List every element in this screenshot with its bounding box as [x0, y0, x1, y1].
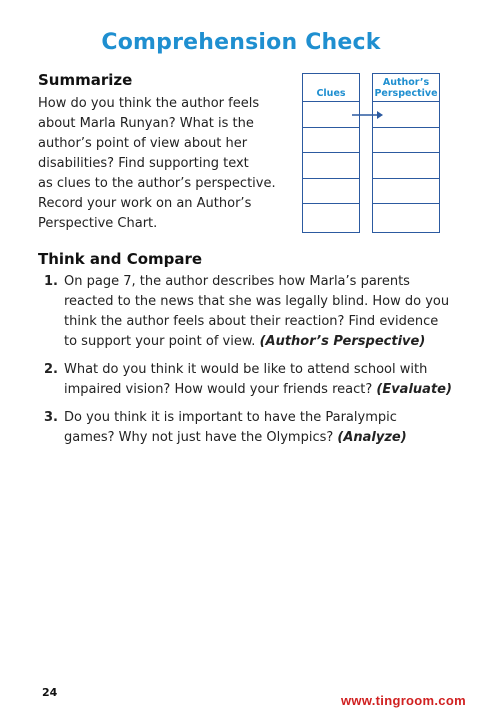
question-line-last [64, 380, 452, 400]
question-item [44, 360, 452, 400]
clues-cell [303, 153, 359, 179]
clues-header: Clues [303, 74, 359, 102]
summarize-line: about Marla Runyan? What is the [38, 116, 254, 131]
clues-column [302, 73, 360, 233]
summarize-heading: Summarize [38, 71, 133, 89]
question-line: reacted to the news that she was legally blind. How do you [64, 294, 450, 309]
question-line: think the author feels about their reaction? Find evidence [64, 314, 439, 329]
page-number: 24 [42, 686, 58, 699]
arrow-right-icon [350, 109, 384, 121]
question-list [44, 272, 452, 456]
summarize-line: How do you think the author feels [38, 96, 260, 111]
question-skill-tag: (Author’s Perspective) [259, 334, 426, 349]
page-title: Comprehension Check [101, 30, 381, 55]
question-text: games? Why not just have the Olympics? [64, 430, 334, 445]
question-item [44, 272, 450, 352]
summarize-line: author’s point of view about her [38, 136, 248, 151]
clues-cell [303, 128, 359, 154]
perspective-cell [373, 179, 439, 205]
perspective-cell [373, 204, 439, 230]
summarize-text [38, 94, 288, 234]
summarize-line: disabilities? Find supporting text [38, 156, 249, 171]
question-number: 1. [44, 274, 58, 289]
authors-perspective-chart [302, 73, 442, 235]
question-number: 3. [44, 410, 58, 425]
question-line-last [64, 428, 444, 448]
question-skill-tag: (Evaluate) [376, 382, 452, 397]
question-skill-tag: (Analyze) [337, 430, 407, 445]
clues-cell [303, 179, 359, 205]
perspective-header-line: Perspective [374, 88, 438, 99]
perspective-column [372, 73, 440, 233]
question-text: impaired vision? How would your friends react? [64, 382, 373, 397]
perspective-header [373, 74, 439, 102]
summarize-line: as clues to the author’s perspective. [38, 176, 276, 191]
perspective-cell [373, 153, 439, 179]
question-item [44, 408, 444, 448]
question-line-last [64, 332, 444, 352]
question-line: What do you think it would be like to attend school with [64, 362, 428, 377]
perspective-header-line: Author’s [382, 77, 430, 88]
perspective-cell [373, 128, 439, 154]
summarize-line: Record your work on an Author’s [38, 196, 252, 211]
question-line: Do you think it is important to have the Paralympic [64, 410, 397, 425]
watermark: www.tingroom.com [341, 693, 466, 708]
question-number: 2. [44, 362, 58, 377]
clues-cell [303, 204, 359, 230]
think-and-compare-heading: Think and Compare [38, 250, 203, 268]
question-text: to support your point of view. [64, 334, 256, 349]
question-line: On page 7, the author describes how Marla’s parents [64, 274, 410, 289]
summarize-line: Perspective Chart. [38, 216, 158, 231]
